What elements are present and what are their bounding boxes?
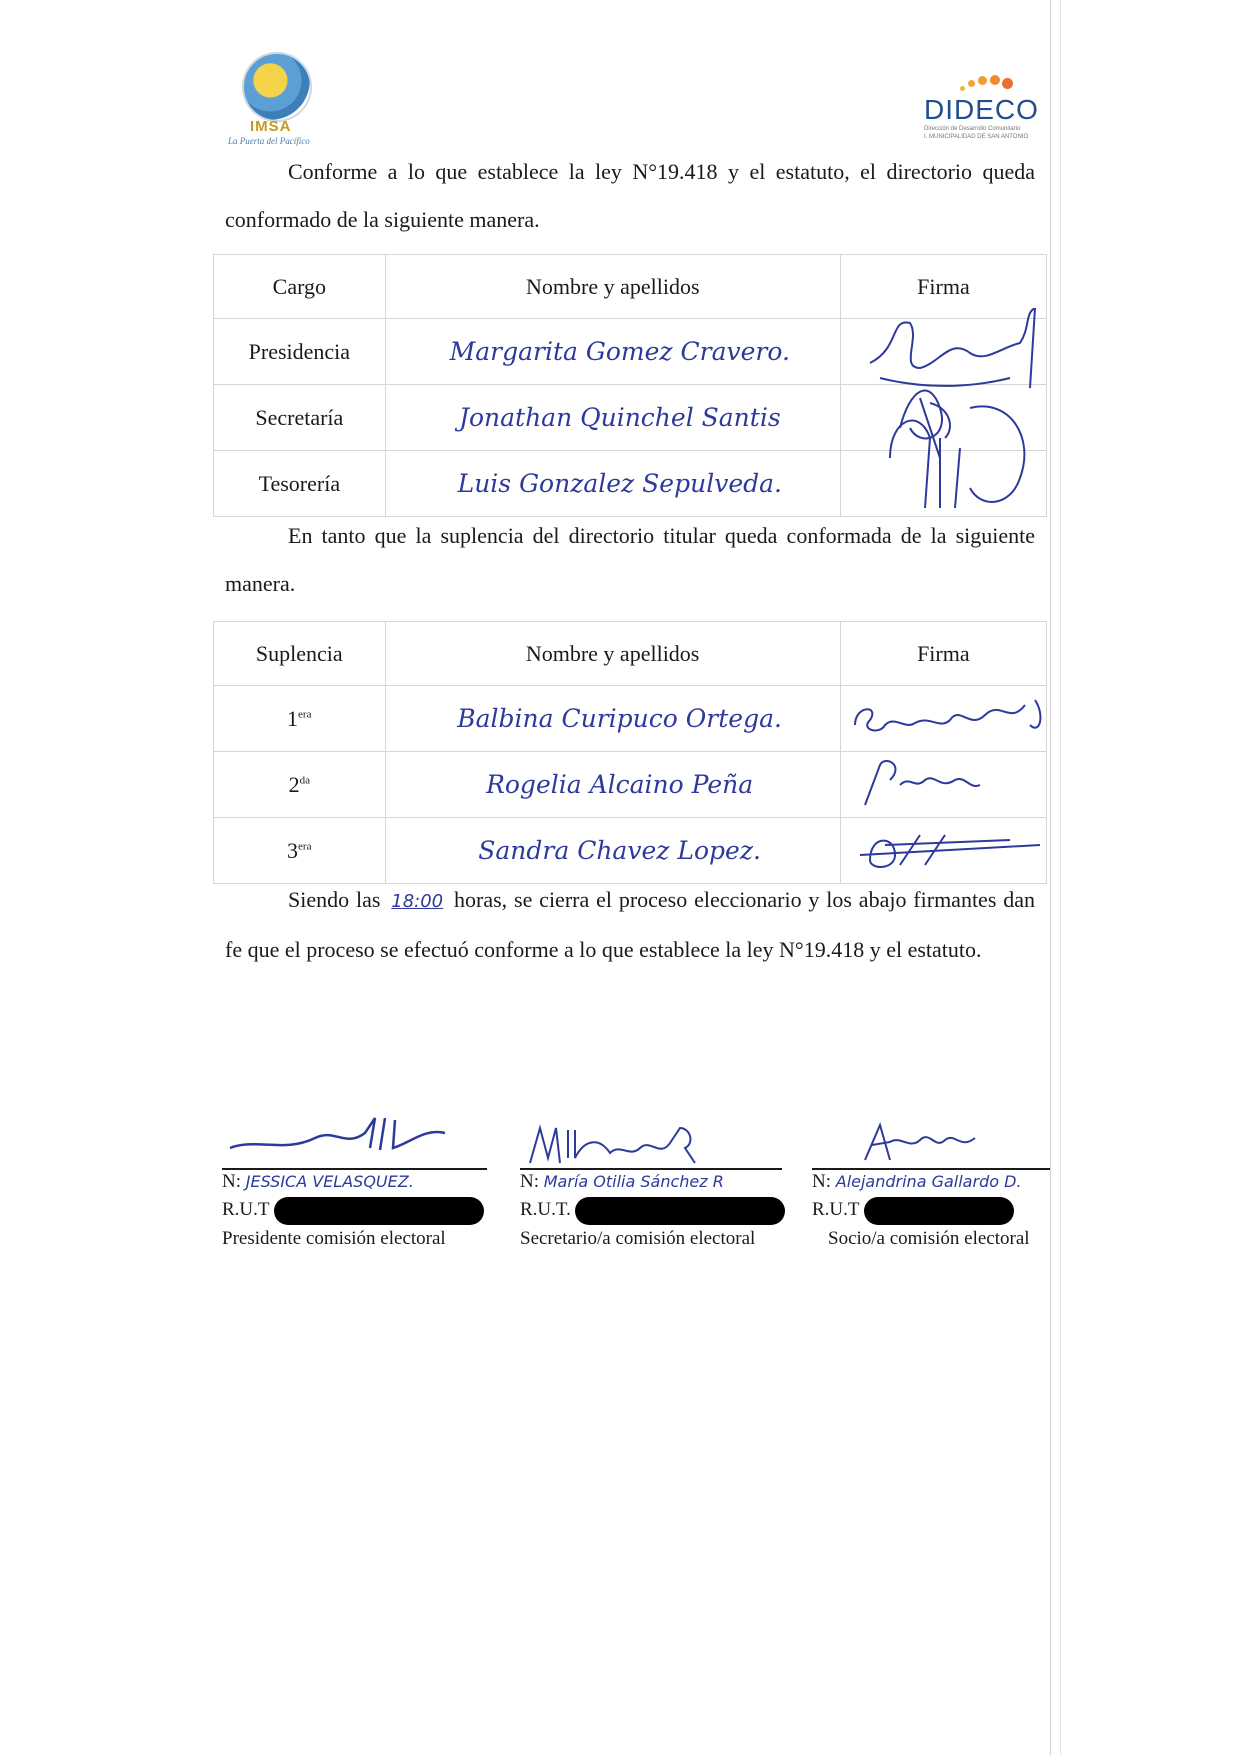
nombre-secretaria: Jonathan Quinchel Santis <box>385 385 840 451</box>
signature-secretaria-scribble <box>900 391 950 458</box>
signature-suplente-2-scribble <box>865 761 980 805</box>
cargo-secretaria: Secretaría <box>214 385 386 451</box>
role-label: Presidente comisión electoral <box>222 1227 446 1249</box>
header-nombre: Nombre y apellidos <box>385 622 840 686</box>
header-nombre: Nombre y apellidos <box>385 255 840 319</box>
page-edge-secondary <box>1060 0 1061 1755</box>
imsa-logo-name: IMSA <box>250 118 292 135</box>
intro-paragraph: Conforme a lo que establece la ley N°19.418 y el estatuto, el directorio queda conformado de la siguiente manera. <box>225 159 1035 232</box>
imsa-logo-tagline: La Puerta del Pacífico <box>228 136 310 146</box>
rut-redacted <box>575 1197 785 1225</box>
signature-block-secretario <box>520 1168 790 1253</box>
page-edge <box>1050 0 1051 1755</box>
signature-tesoreria-scribble <box>890 406 1024 508</box>
imsa-emblem-icon <box>242 52 312 122</box>
rut-label: R.U.T <box>812 1199 860 1220</box>
header-firma: Firma <box>840 622 1046 686</box>
nombre-tesoreria: Luis Gonzalez Sepulveda. <box>385 451 840 517</box>
signatures-directorio-drawing <box>860 308 1060 518</box>
suplente-1-num: $1^{era}$ <box>214 686 386 752</box>
nombre-suplente-1: Balbina Curipuco Ortega. <box>385 686 840 752</box>
rut-label: R.U.T. <box>520 1199 571 1220</box>
nombre-presidencia: Margarita Gomez Cravero. <box>385 319 840 385</box>
n-label: N: <box>222 1171 241 1192</box>
imsa-logo <box>230 52 350 152</box>
cargo-tesoreria: Tesorería <box>214 451 386 517</box>
role-label: Socio/a comisión electoral <box>828 1227 1030 1249</box>
nombre-suplente-3: Sandra Chavez Lopez. <box>385 818 840 884</box>
dideco-logo-municipality: I. MUNICIPALIDAD DE SAN ANTONIO <box>924 134 1029 140</box>
rut-redacted <box>864 1197 1014 1225</box>
n-label: N: <box>812 1171 831 1192</box>
cierre-paragraph: Siendo las 18:00 horas, se cierra el proceso eleccionario y los abajo firmantes dan fe que el proceso se efectuó conforme a lo que establece la ley N°19.418 y el estatuto. <box>225 887 1035 962</box>
signature-secretario-comision-drawing <box>520 1118 740 1173</box>
rut-redacted <box>274 1197 484 1225</box>
hora-cierre: 18:00 <box>391 891 444 912</box>
signature-suplente-3-scribble <box>860 835 1040 867</box>
signatures-suplencia-drawing <box>850 695 1050 885</box>
firmante-1-name: JESSICA VELASQUEZ. <box>245 1172 414 1191</box>
signature-presidente-comision-drawing <box>225 1108 465 1168</box>
role-label: Secretario/a comisión electoral <box>520 1227 756 1249</box>
suplente-2-num: $2^{da}$ <box>214 752 386 818</box>
dideco-logo-subtitle: Dirección de Desarrollo Comunitario <box>924 126 1021 132</box>
nombre-suplente-2: Rogelia Alcaino Peña <box>385 752 840 818</box>
header-cargo: Cargo <box>214 255 386 319</box>
signature-presidencia-scribble <box>870 308 1035 388</box>
signature-block-presidente <box>222 1168 492 1253</box>
dideco-logo-name: DIDECO <box>924 94 1039 125</box>
dideco-logo <box>920 72 1040 142</box>
signature-block-socio <box>812 1168 1050 1253</box>
signature-socio-comision-drawing <box>860 1120 990 1170</box>
suplencia-paragraph: En tanto que la suplencia del directorio titular queda conformada de la siguiente manera. <box>225 523 1035 596</box>
firmante-2-name: María Otilia Sánchez R <box>543 1172 724 1191</box>
n-label: N: <box>520 1171 539 1192</box>
firmante-3-name: Alejandrina Gallardo D. <box>835 1172 1022 1191</box>
suplente-3-num: $3^{era}$ <box>214 818 386 884</box>
header-suplencia: Suplencia <box>214 622 386 686</box>
signature-suplente-1-scribble <box>855 700 1040 730</box>
cargo-presidencia: Presidencia <box>214 319 386 385</box>
rut-label: R.U.T <box>222 1199 270 1220</box>
header-firma: Firma <box>840 255 1046 319</box>
